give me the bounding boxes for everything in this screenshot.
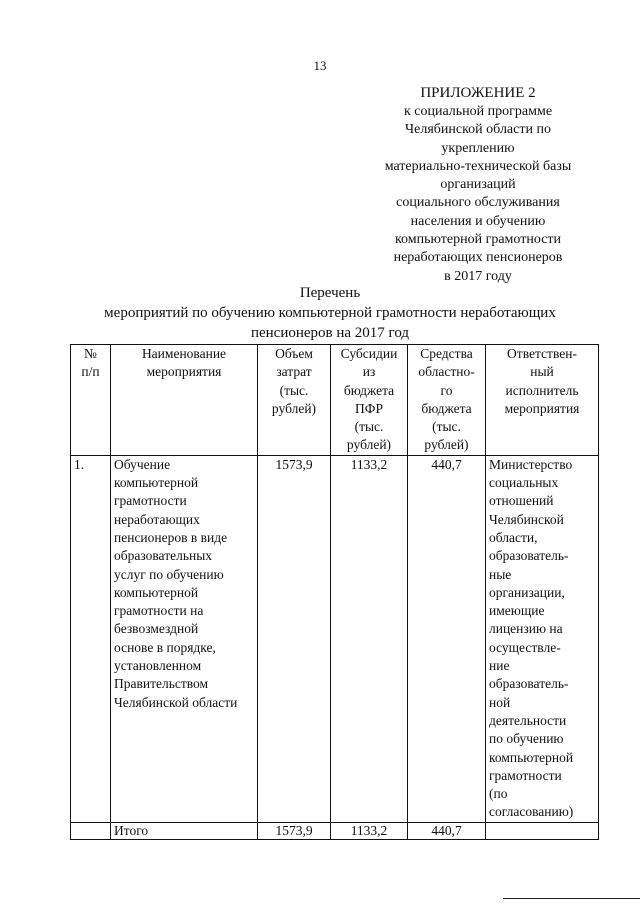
header-line: Объем xyxy=(275,346,313,361)
appendix-line: укреплению xyxy=(441,140,515,156)
executor-line: ные xyxy=(489,566,512,582)
header-line: п/п xyxy=(81,364,100,380)
header-line: мероприятия xyxy=(146,364,222,380)
header-line: (тыс. xyxy=(354,419,384,435)
header-executor xyxy=(486,345,599,456)
executor-line: осуществле- xyxy=(489,639,561,655)
total-pfr: 1133,2 xyxy=(331,822,408,839)
executor-line: Министерство xyxy=(489,456,573,472)
executor-line: ние xyxy=(489,658,510,674)
executor-line: социальных xyxy=(489,475,559,491)
appendix-line: материально-технической базы xyxy=(384,158,572,174)
name-line: неработающих xyxy=(114,511,200,527)
header-line: рублей) xyxy=(424,437,469,453)
row-name xyxy=(111,455,258,822)
header-line: затрат xyxy=(276,364,312,380)
executor-line: грамотности xyxy=(489,767,562,783)
row-number: 1. xyxy=(71,455,111,822)
executor-line: организации, xyxy=(489,584,565,600)
header-line: Ответствен- xyxy=(507,346,577,361)
list-title: Перечень xyxy=(299,285,361,301)
name-line: основе в порядке, xyxy=(114,639,216,655)
total-row xyxy=(71,822,599,839)
total-executor xyxy=(486,822,599,839)
header-number xyxy=(71,345,111,456)
header-line: го xyxy=(440,382,453,398)
header-cost xyxy=(258,345,331,456)
page-number: 13 xyxy=(313,58,327,73)
total-regional: 440,7 xyxy=(408,822,486,839)
measures-table xyxy=(70,344,599,840)
name-line: Челябинской области xyxy=(114,694,238,710)
executor-line: имеющие xyxy=(489,603,545,619)
executor-line: деятельности xyxy=(489,712,567,728)
header-line: Субсидии xyxy=(340,346,398,361)
appendix-line: социального обслуживания xyxy=(396,195,560,211)
row-executor xyxy=(486,455,599,822)
header-line: рублей) xyxy=(346,437,392,453)
header-line: Наименование xyxy=(141,346,227,361)
executor-line: лицензию на xyxy=(489,621,563,637)
name-line: образовательных xyxy=(114,548,213,564)
header-line: (тыс. xyxy=(432,419,461,435)
header-line: Средства xyxy=(420,346,473,361)
list-subtitle-line: пенсионеров на 2017 год xyxy=(250,325,410,341)
header-line: бюджета xyxy=(343,382,395,398)
header-line: (тыс. xyxy=(279,382,309,398)
appendix-line: в 2017 году xyxy=(444,268,512,284)
executor-line: согласованию) xyxy=(489,804,574,820)
header-line: рублей) xyxy=(271,400,317,416)
executor-line: образователь- xyxy=(489,676,569,692)
row-cost: 1573,9 xyxy=(258,455,331,822)
row-pfr: 1133,2 xyxy=(331,455,408,822)
header-line: из xyxy=(362,364,376,380)
executor-line: ной xyxy=(489,694,511,710)
total-label: Итого xyxy=(111,822,258,839)
list-subtitle-line: мероприятий по обучению компьютерной грамотности неработающих xyxy=(104,305,556,321)
total-number xyxy=(71,822,111,839)
header-line: ный xyxy=(530,364,554,380)
name-line: грамотности на xyxy=(114,603,204,619)
name-line: Правительством xyxy=(114,676,209,692)
appendix-line: неработающих пенсионеров xyxy=(393,250,563,266)
total-cost: 1573,9 xyxy=(258,822,331,839)
executor-line: компьютерной xyxy=(489,749,574,765)
executor-line: отношений xyxy=(489,493,554,509)
header-line: исполнитель xyxy=(505,382,579,398)
appendix-line: населения и обучению xyxy=(410,213,546,229)
executor-line: по обучению xyxy=(489,731,564,747)
list-heading xyxy=(80,283,580,343)
table-row xyxy=(71,455,599,822)
header-line: ПФР xyxy=(355,400,383,416)
header-line: № xyxy=(84,346,97,361)
appendix-line: к социальной программе xyxy=(403,104,553,119)
name-line: услуг по обучению xyxy=(114,566,224,582)
header-name xyxy=(111,345,258,456)
name-line: компьютерной xyxy=(114,475,199,491)
header-line: областно- xyxy=(418,364,475,380)
name-line: установленном xyxy=(114,658,202,674)
header-pfr xyxy=(331,345,408,456)
name-line: безвозмездной xyxy=(114,621,199,637)
name-line: грамотности xyxy=(114,493,187,509)
executor-line: Челябинской xyxy=(489,511,564,527)
table-header-row xyxy=(71,345,599,456)
executor-line: (по xyxy=(489,786,508,802)
row-regional: 440,7 xyxy=(408,455,486,822)
footer-rule xyxy=(503,898,640,899)
header-regional xyxy=(408,345,486,456)
executor-line: области, xyxy=(489,529,538,545)
name-line: компьютерной xyxy=(114,584,199,600)
name-line: Обучение xyxy=(114,456,171,472)
appendix-block xyxy=(358,84,598,286)
appendix-title: ПРИЛОЖЕНИЕ 2 xyxy=(420,85,536,101)
name-line: пенсионеров в виде xyxy=(114,529,228,545)
appendix-line: организаций xyxy=(440,177,516,193)
executor-line: образователь- xyxy=(489,548,569,564)
header-line: бюджета xyxy=(421,400,472,416)
appendix-line: Челябинской области по xyxy=(405,122,551,138)
appendix-line: компьютерной грамотности xyxy=(394,232,562,248)
header-line: мероприятия xyxy=(504,400,580,416)
